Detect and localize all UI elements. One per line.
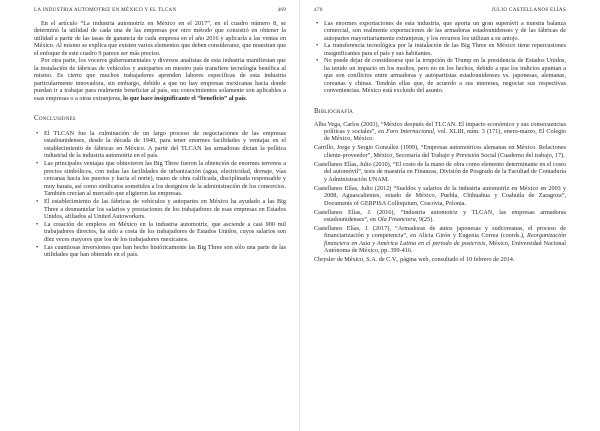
entry-text: Carrillo, Jorge y Sergio González (1999), “Empresas automotrices alemanas en México. Relaciones cliente-proveedor”, México, Secretaría del Trabajo y Previsión Social (Cuaderno del trabajo, 17). bbox=[314, 144, 566, 159]
entry-tail: , México, Universidad Nacional Autónoma de México, pp. 399-416. bbox=[324, 239, 566, 255]
paragraph: En el artículo “La industria automotriz en México en el 2017”, en el cuadro número 8, se determinó la utilidad de cada una de las empresas por otro método que consistió en obtener la utilidad a partir de las tasas de ganancia de cada empresa en el año 2016 y aplicarla a las ventas en México. Al mismo se explica que existen varios elementos que deben considerarse, que muestran que el enfoque de este cuadro 9 parece ser más preciso. bbox=[34, 20, 286, 57]
bibliography-entry bbox=[314, 161, 566, 183]
section-title: Bibliografía bbox=[314, 106, 354, 115]
bibliography-entry bbox=[314, 256, 566, 263]
paragraph-emphasis: lo que hace insignificante el “beneficio” al país bbox=[123, 94, 246, 102]
running-head-author: JULIO CASTELLANOS ELÍAS bbox=[491, 7, 566, 13]
list-item: • Las cuantiosas inversiones que han hecho históricamente las Big Three son sólo una parte de las utilidades que han obtenido en el país. bbox=[34, 244, 286, 259]
right-page bbox=[300, 0, 600, 431]
entry-text: Chrysler de México, S.A. de C.V., página web, consultado el 10 febrero de 2014. bbox=[314, 256, 515, 264]
paragraph-end: . bbox=[245, 94, 248, 102]
paragraph-text: Por otra parte, los voceros gubernamentales y diversos analistas de esta industria manifiestan que la instalación de fábricas de vehículos y autopartes en nuestro país transfiere tecnología benéfica al mismo. Es cierto que muchos trabajadores aprenden labores específicas de esta industria particularmente innovadora, sin embargo, debido a que no hay empresas mexicanas hacia donde puedan ir a trabajar para realmente beneficiar al país, sus conocimientos solamente son aplicables a esas empresas o a otras extranjeras, bbox=[34, 57, 286, 102]
entry-text: Castellanos Elías, J. (2016), “Industria automotriz y TLCAN, las empresas armadoras estadounidenses”, en bbox=[314, 208, 566, 223]
entry-text: Castellanos Elías, Julio (2010), “El costo de la mano de obra como elemento determinante en el costo del automóvil”, tesis de maestría en Finanzas, División de Posgrado de la Facultad de Contaduría y Administración UNAM. bbox=[314, 160, 566, 183]
entry-text: Castellanos Elías, Julio (2012) “Sueldos y salarios de la industria automotriz en México en 2003 y 2008, Aguascalientes, estado de México, Puebla, Chihuahua y Coahuila de Zaragoza”, Documents of GERPISA Colloquium, Cracovia, Polonia. bbox=[314, 184, 566, 207]
page-number: 470 bbox=[314, 7, 323, 13]
running-head-title: LA INDUSTRIA AUTOMOTRIZ EN MÉXICO Y EL TLCAN bbox=[34, 7, 177, 13]
list-item: • La transferencia tecnológica por la instalación de las Big Three en México tiene repercusiones insignificantes para el país y sus habitantes. bbox=[314, 42, 566, 57]
entry-text: Castellanos Elías, J. (2017), “Armadoras de autos japonesas y sudcoreanas, el proceso de financiarización y competencia”, en Alicia Girón y Eugenia Correa (coords.), bbox=[314, 224, 566, 240]
bibliography-entry bbox=[314, 209, 566, 224]
entry-title: Ola Financiera bbox=[377, 215, 416, 223]
bibliography-list bbox=[314, 121, 566, 264]
section-title: Conclusiones bbox=[34, 113, 76, 122]
entry-title: Reorganización financiera en Asia y América Latina en el periodo de postcrisis bbox=[324, 232, 566, 247]
page-number: 469 bbox=[277, 7, 286, 13]
entry-tail: , vol. XLIII, núm. 3 (171), enero-marzo, El Colegio de México, México. bbox=[324, 127, 567, 143]
entry-title: Foro Internacional bbox=[386, 127, 434, 135]
bibliography-entry bbox=[314, 185, 566, 207]
list-item: • El establecimiento de las fábricas de vehículos y autopartes en México ha ayudado a las Big Three a desmantelar los salarios y prestaciones de los trabajadores de esas empresas en Estados Unidos, afiliados al United Autoworkers. bbox=[34, 198, 286, 220]
list-item: • No puede dejar de considerarse que la irrupción de Trump en la presidencia de Estados Unidos, ha tenido un impacto en los medios, pero no en los hechos, debido a que los indicios apuntan a que son conflictos entre armadoras y autopartistas estadounidenses vs. japonesas, alemanas, coreanas y chinas. Tendrán ellas que, de acuerdo a sus intereses, negociar sus respectivas conveniencias. México está excluido del asunto. bbox=[314, 57, 566, 94]
bibliography-entry bbox=[314, 144, 566, 159]
bibliography-entry bbox=[314, 225, 566, 255]
bibliography-entry bbox=[314, 121, 566, 143]
list-item: • Las enormes exportaciones de esta industria, que aporta un gran superávit a nuestra balanza comercial, son realmente exportaciones de las armadoras estadounidenses y de las fábricas de autopartes mayoritariamente extranjeras, y los recursos los utilizan a su antojo. bbox=[314, 20, 566, 42]
running-head bbox=[314, 7, 566, 14]
conclusions-list bbox=[34, 130, 286, 259]
entry-tail: , 9(25). bbox=[415, 215, 434, 223]
list-item: • El TLCAN fue la culminación de un largo proceso de negociaciones de las empresas estadounidenses, desde la década de 1940, para tener enormes facilidades y ventajas en el establecimiento de fábricas en México. A partir del TLCAN las armadoras dictan la política industrial de la industria automotriz en el país. bbox=[34, 130, 286, 160]
conclusions-list-continued bbox=[314, 20, 566, 95]
paragraph bbox=[34, 57, 286, 102]
running-head bbox=[34, 7, 286, 14]
entry-text: Alba Vega, Carlos (2003), “México después del TLCAN. El impacto económico y sus consecuencias políticas y sociales”, en bbox=[314, 120, 566, 135]
list-item: • La creación de empleos en México en la industria automotriz, que asciende a casi 900 mil trabajadores directos, ha sido a costa de los trabajadores de Estados Unidos, cuyos salarios son diez veces mayores que los de los trabajadores mexicanos. bbox=[34, 221, 286, 243]
list-item: • Las principales ventajas que obtuvieron las Big Three fueron la obtención de enormes terrenos a precios simbólicos, con todas las facilidades de urbanización (agua, electricidad, drenaje, vías cercanas hacia los puertos y hacia el norte), mano de obra calificada, disciplinada responsable y muy barata, así como sindicatos sometidos a los designios de la administración de los consorcios. También crecían al mercado que eligieron las empresas. bbox=[34, 160, 286, 197]
